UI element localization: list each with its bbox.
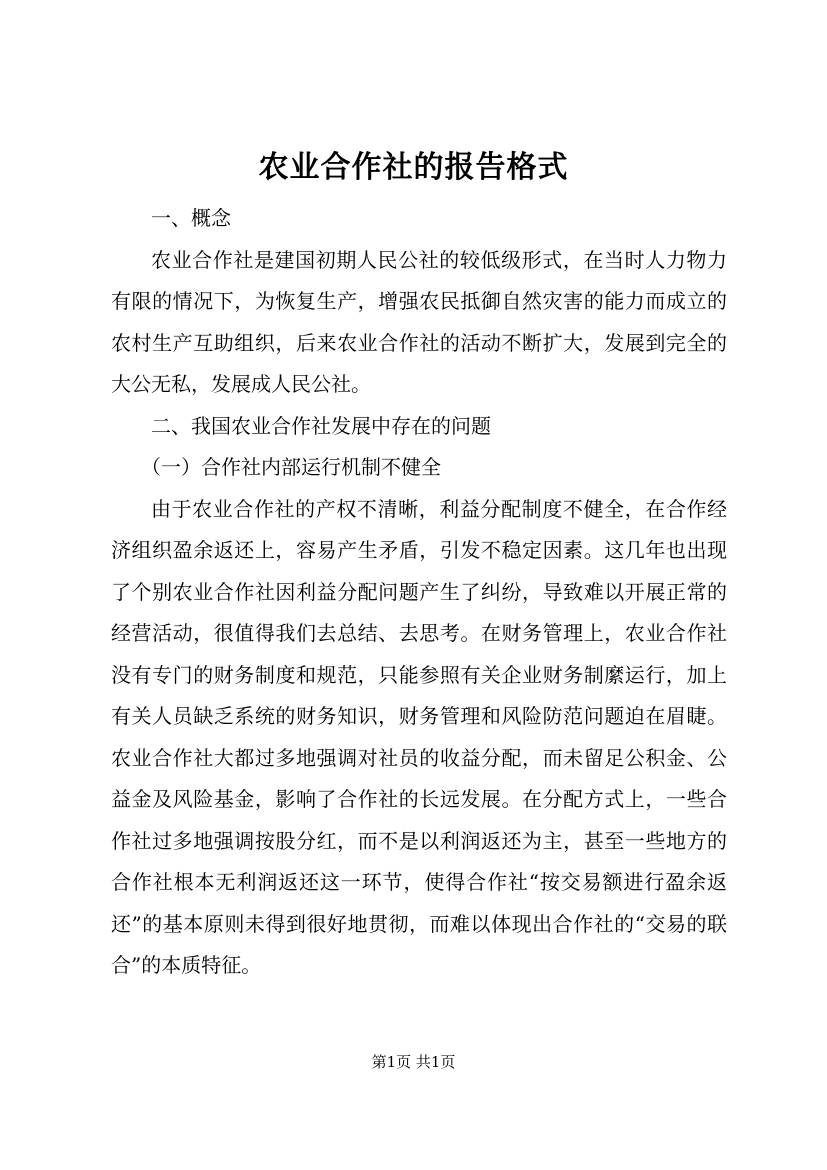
paragraph-concept: 农业合作社是建国初期人民公社的较低级形式，在当时人力物力有限的情况下，为恢复生产，增强农民抵御自然灾害的能力而成立的农村生产互助组织，后来农业合作社的活动不断扩大，发展到完全的大公无私，发展成人民公社。 [111,247,727,396]
page-number-footer: 第1页 共1页 [371,1053,456,1071]
subsection-heading-mechanism: （一）合作社内部运行机制不健全 [141,455,441,479]
document-title: 农业合作社的报告格式 [258,150,569,185]
paragraph-mechanism: 由于农业合作社的产权不清晰，利益分配制度不健全，在合作经济组织盈余返还上，容易产生矛盾，引发不稳定因素。这几年也出现了个别农业合作社因利益分配问题产生了纠纷，导致难以开展正常的经营活动，很值得我们去总结、去思考。在财务管理上，农业合作社没有专门的财务制度和规范，只能参照有关企业财务制縻运行，加上有关人员缺乏系统的财务知识，财务管理和风险防范问题迫在眉睫。农业合作社大都过多地强调对社员的收益分配，而未留足公积金、公益金及风险基金，影响了合作社的长远发展。在分配方式上，一些合作社过多地强调按股分红，而不是以利润返还为主，甚至一些地方的合作社根本无利润返还这一环节，使得合作社“按交易额进行盈余返还”的基本原则未得到很好地贯彻，而难以体现出合作社的“交易的联合”的本质特征。 [111,496,727,977]
section-heading-problems: 二、我国农业合作社发展中存在的问题 [151,413,491,438]
document-body [111,198,727,987]
section-heading-concept: 一、概念 [151,206,231,230]
